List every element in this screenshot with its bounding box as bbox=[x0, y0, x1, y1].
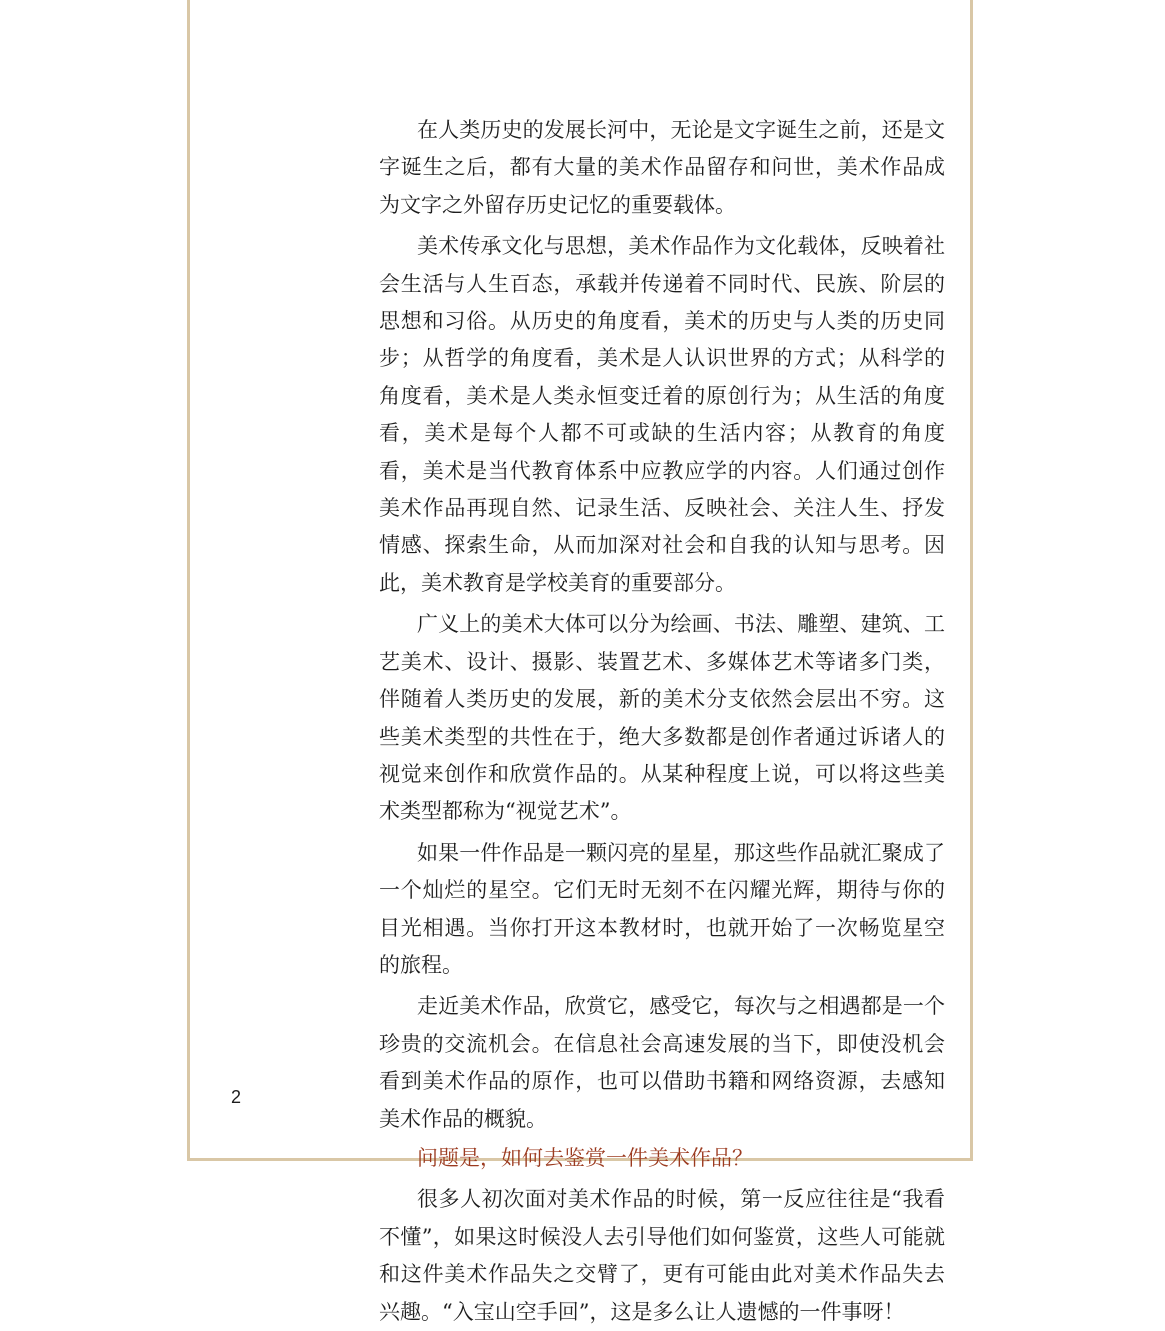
paragraph-3: 广义上的美术大体可以分为绘画、书法、雕塑、建筑、工艺美术、设计、摄影、装置艺术、多媒体艺术等诸多门类，伴随着人类历史的发展，新的美术分支依然会层出不穷。这些美术类型的共性在于，绝大多数都是创作者通过诉诸人的视觉来创作和欣赏作品的。从某种程度上说，可以将这些美术类型都称为“视觉艺术”。 bbox=[379, 612, 945, 824]
paragraph-1: 在人类历史的发展长河中，无论是文字诞生之前，还是文字诞生之后，都有大量的美术作品留存和问世，美术作品成为文字之外留存历史记忆的重要载体。 bbox=[379, 118, 945, 217]
paragraph-4: 如果一件作品是一颗闪亮的星星，那这些作品就汇聚成了一个灿烂的星空。它们无时无刻不在闪耀光辉，期待与你的目光相遇。当你打开这本教材时，也就开始了一次畅览星空的旅程。 bbox=[379, 840, 945, 977]
paragraph-2: 美术传承文化与思想，美术作品作为文化载体，反映着社会生活与人生百态，承载并传递着不同时代、民族、阶层的思想和习俗。从历史的角度看，美术的历史与人类的历史同步；从哲学的角度看，美术是人认识世界的方式；从科学的角度看，美术是人类永恒变迁着的原创行为；从生活的角度看，美术是每个人都不可或缺的生活内容；从教育的角度看，美术是当代教育体系中应教应学的内容。人们通过创作美术作品再现自然、记录生活、反映社会、关注人生、抒发情感、探索生命，从而加深对社会和自我的认知与思考。因此，美术教育是学校美育的重要部分。 bbox=[379, 234, 945, 595]
page-number: 2 bbox=[231, 1087, 242, 1107]
closing-paragraph: 很多人初次面对美术作品的时候，第一反应往往是“我看不懂”，如果这时候没人去引导他们如何鉴赏，这些人可能就和这件美术作品失之交臂了，更有可能由此对美术作品失去兴趣。“入宝山空手回”，这是多么让人遗憾的一件事呀！ bbox=[379, 1187, 945, 1324]
paragraph-5: 走近美术作品，欣赏它，感受它，每次与之相遇都是一个珍贵的交流机会。在信息社会高速发展的当下，即使没机会看到美术作品的原作，也可以借助书籍和网络资源，去感知美术作品的概貌。 bbox=[379, 994, 945, 1131]
body-text bbox=[379, 112, 945, 1331]
question-heading: 问题是，如何去鉴赏一件美术作品？ bbox=[417, 1145, 753, 1170]
